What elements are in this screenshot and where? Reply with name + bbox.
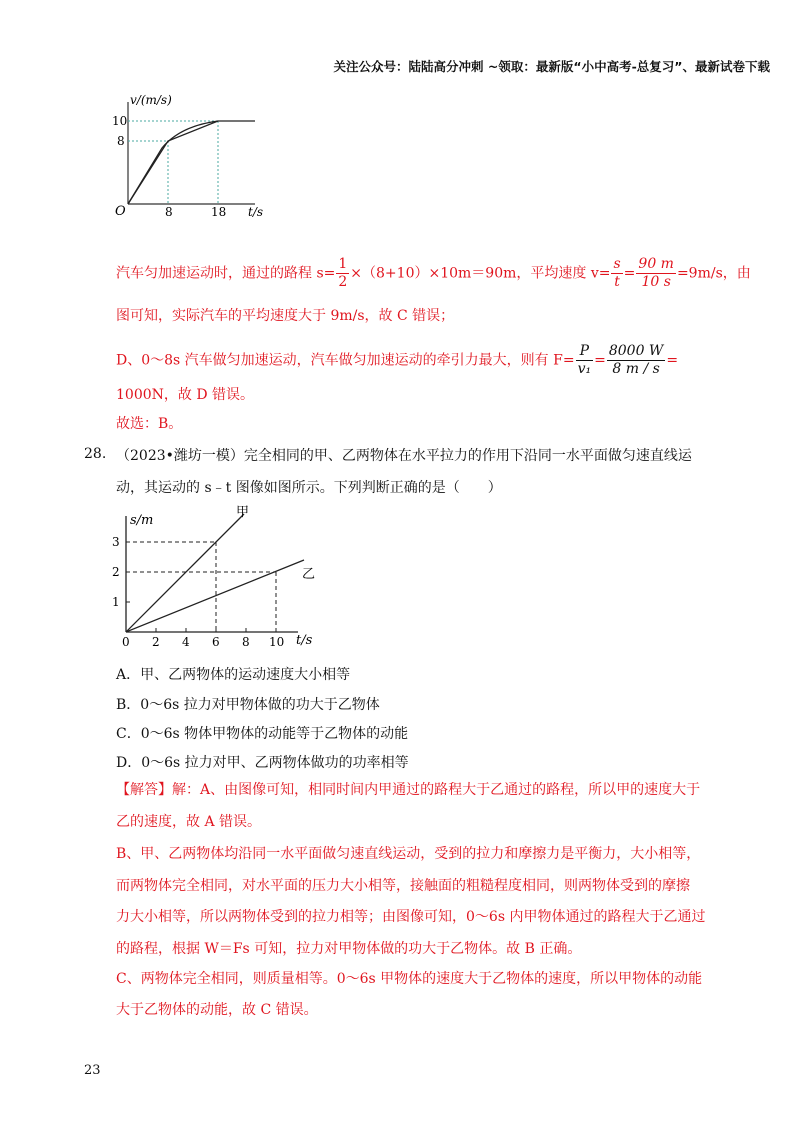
ytick-10: 10	[112, 114, 128, 128]
answer-tag: 【解答】	[116, 782, 172, 798]
ytick-2: 2	[112, 565, 120, 579]
ytick-1: 1	[112, 595, 120, 609]
answer-line-b4: 的路程，根据 W＝Fs 可知，拉力对甲物体做的功大于乙物体。故 B 正确。	[116, 941, 582, 957]
answer-line-a2: 乙的速度，故 A 错误。	[116, 814, 262, 830]
question-number: 28.	[84, 446, 107, 462]
ytick-3: 3	[112, 535, 120, 549]
answer-line-b3: 力大小相等，所以两物体受到的拉力相等；由图像可知，0～6s 内甲物体通过的路程大于乙通过	[116, 909, 706, 925]
x-axis-label: t/s	[248, 205, 264, 219]
option-c: C．0～6s 物体甲物体的动能等于乙物体的动能	[116, 726, 409, 742]
origin-label: O	[115, 204, 126, 219]
series-jia-label: 甲	[236, 505, 250, 520]
fraction-p-over-v1: $\frac{P}{\text{v₁}}$	[577, 343, 592, 377]
fraction-s-over-t: $\frac{s}{t}$	[613, 256, 621, 290]
xtick-8: 8	[242, 635, 250, 649]
x-axis-label: t/s	[296, 633, 313, 648]
xtick-18: 18	[211, 205, 227, 219]
series-yi-line	[126, 560, 304, 632]
vt-polyline	[128, 121, 255, 204]
answer-line-c1: C、两物体完全相同，则质量相等。0～6s 甲物体的速度大于乙物体的速度，所以甲物体的动能	[116, 971, 703, 987]
page-number: 23	[84, 1063, 101, 1078]
option-b: B．0～6s 拉力对甲物体做的功大于乙物体	[116, 697, 380, 713]
option-d: D．0～6s 拉力对甲、乙两物体做功的功率相等	[116, 755, 409, 771]
question-line-1: （2023•潍坊一模）完全相同的甲、乙两物体在水平拉力的作用下沿同一水平面做匀速直线运	[116, 448, 692, 464]
xtick-0: 0	[122, 635, 130, 649]
y-axis-label: v/(m/s)	[130, 93, 172, 107]
series-yi-label: 乙	[302, 567, 316, 582]
xtick-4: 4	[182, 635, 190, 649]
solution-line-1: 汽车匀加速运动时，通过的路程 s= $\frac{1}{2}$ ×（8+10）×10m＝90m，平均速度 v= $\frac{s}{t}$ = $\frac{90 m}{10 s}$ =9m/s，由	[116, 256, 751, 290]
xtick-10: 10	[269, 635, 285, 649]
answer-line-c2: 大于乙物体的动能，故 C 错误。	[116, 1002, 318, 1018]
solution-line-3: D、0～8s 汽车做匀加速运动，汽车做匀加速运动的牵引力最大，则有 F= $\frac{P}{\text{v₁}}$ = $\frac{8000 W}{8 m / s}$ =	[116, 343, 679, 377]
solution-line-5: 故选：B。	[116, 416, 183, 432]
velocity-time-graph	[110, 90, 280, 225]
vt-curve	[128, 121, 218, 204]
answer-line-a1: 【解答】解：A、由图像可知，相同时间内甲通过的路程大于乙通过的路程，所以甲的速度大于	[116, 782, 701, 798]
fraction-half: $\frac{1}{2}$	[338, 256, 348, 290]
xtick-8: 8	[165, 205, 173, 219]
xtick-6: 6	[212, 635, 220, 649]
option-a: A．甲、乙两物体的运动速度大小相等	[116, 667, 351, 683]
fraction-90-over-10: $\frac{90 m}{10 s}$	[638, 256, 674, 290]
answer-line-b2: 而两物体完全相同，对水平面的压力大小相等，接触面的粗糙程度相同，则两物体受到的摩擦	[116, 878, 690, 894]
xtick-2: 2	[152, 635, 160, 649]
y-axis-label: s/m	[130, 513, 154, 528]
ytick-8: 8	[117, 134, 125, 148]
solution-line-4: 1000N，故 D 错误。	[116, 387, 255, 403]
fraction-8000-over-8: $\frac{8000 W}{8 m / s}$	[608, 343, 664, 377]
series-jia-line	[126, 514, 244, 632]
solution-line-2: 图可知，实际汽车的平均速度大于 9m/s，故 C 错误；	[116, 308, 455, 324]
distance-time-graph	[108, 504, 328, 650]
question-line-2: 动，其运动的 s﹣t 图像如图所示。下列判断正确的是（ ）	[116, 480, 502, 496]
page-header: 关注公众号：陆陆高分冲刺 ~领取：最新版“小中高考-总复习”、最新试卷下载	[333, 59, 770, 74]
answer-line-b1: B、甲、乙两物体均沿同一水平面做匀速直线运动，受到的拉力和摩擦力是平衡力，大小相等，	[116, 846, 701, 862]
